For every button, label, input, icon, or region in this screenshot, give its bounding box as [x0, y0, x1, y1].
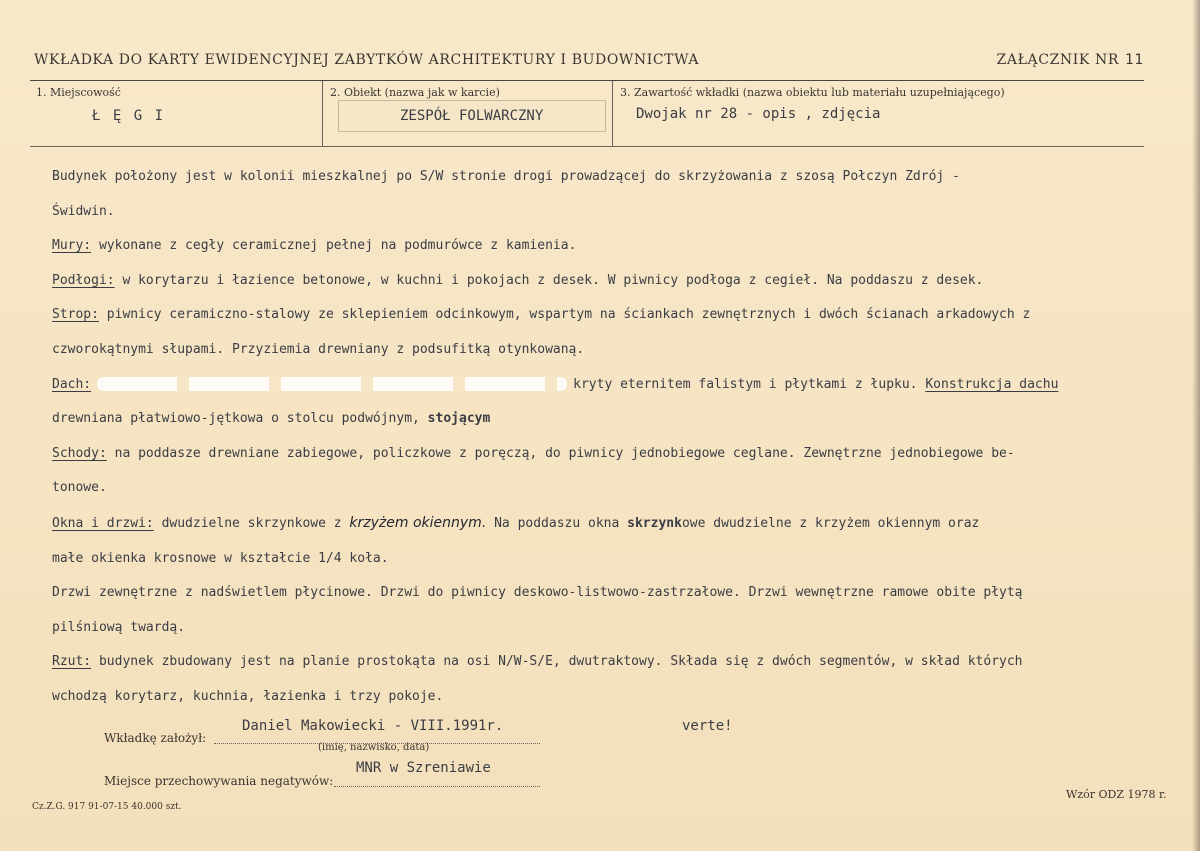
section-label-plan: Rzut: — [52, 654, 92, 670]
template-note: Wzór ODZ 1978 r. — [1066, 788, 1167, 801]
fields-rule — [30, 146, 1144, 147]
verte-note: verte! — [682, 718, 733, 734]
text-line-windows: Okna i drzwi: dwudzielne skrzynkowe z krzyżem okiennym. Na poddaszu okna skrzynkowe dwudzielne z krzyżem okiennym oraz — [52, 514, 980, 531]
text-line-ceiling: Strop: piwnicy ceramiczno-stalowy ze sklepieniem odcinkowym, wspartym na ściankach zewnętrznych i dwóch ścianach arkadowych z — [52, 307, 1031, 323]
field-label-locality: 1. Miejscowość — [36, 86, 121, 99]
text-line: czworokątnymi słupami. Przyziemia drewniany z podsufitką otynkowaną. — [52, 341, 585, 357]
author-caption: (imię, nazwisko, data) — [318, 742, 430, 753]
print-note: Cz.Z.G. 917 91-07-15 40.000 szt. — [32, 802, 182, 812]
section-label-floors: Podłogi: — [52, 272, 115, 288]
section-label-ceiling: Strop: — [52, 307, 99, 323]
field-value-content: Dwojak nr 28 - opis , zdjęcia — [636, 106, 881, 122]
field-divider — [322, 81, 323, 146]
text-line: Budynek położony jest w kolonii mieszkalnej po S/W stronie drogi prowadzącej do skrzyżowania z szosą Połczyn Zdrój - — [52, 169, 960, 184]
negatives-value: MNR w Szreniawie — [356, 760, 491, 776]
negatives-dotted-line — [334, 786, 540, 787]
text-line: Świdwin. — [52, 203, 115, 219]
section-label-stairs: Schody: — [52, 445, 107, 461]
handwritten-note: skrzynk — [619, 515, 682, 531]
handwritten-note: krzyżem okiennym. — [349, 514, 487, 531]
description-text — [52, 160, 1172, 715]
section-label-roof: Dach: — [52, 376, 92, 392]
attachment-label: ZAŁĄCZNIK NR — [996, 52, 1119, 68]
section-label-roof-construction: Konstrukcja dachu — [925, 376, 1059, 392]
section-label-windows-doors: Okna i drzwi: — [52, 515, 154, 531]
form-title: WKŁADKA DO KARTY EWIDENCYJNEJ ZABYTKÓW ARCHITEKTURY I BUDOWNICTWA — [34, 52, 700, 68]
text-line-plan: Rzut: budynek zbudowany jest na planie prostokąta na osi N/W-S/E, dwutraktowy. Składa się z dwóch segmentów, w skład których — [52, 654, 1023, 670]
text-line: drewniana płatwiowo-jętkowa o stolcu podwójnym, stojącym — [52, 411, 491, 427]
redaction-mark — [97, 377, 567, 391]
field-value-locality: Ł Ę G I — [92, 108, 166, 124]
field-label-content: 3. Zawartość wkładki (nazwa obiektu lub materiału uzupełniającego) — [620, 86, 1005, 99]
scan-edge-shadow — [1192, 0, 1200, 851]
text-line: wchodzą korytarz, kuchnia, łazienka i trzy pokoje. — [52, 688, 444, 704]
attachment-number-value: 11 — [1124, 52, 1144, 68]
section-label-walls: Mury: — [52, 238, 92, 254]
negatives-label: Miejsce przechowywania negatywów: — [104, 774, 334, 788]
field-value-object: ZESPÓŁ FOLWARCZNY — [400, 108, 544, 124]
text-line-walls: Mury: wykonane z cegły ceramicznej pełnej na podmurówce z kamienia. — [52, 238, 577, 254]
header-rule — [30, 80, 1144, 81]
author-value: Daniel Makowiecki - VIII.1991r. — [242, 718, 504, 734]
text-line: tonowe. — [52, 480, 107, 496]
field-divider — [612, 81, 613, 146]
text-line: pilśniową twardą. — [52, 619, 186, 635]
author-label: Wkładkę założył: — [104, 731, 207, 745]
field-label-object: 2. Obiekt (nazwa jak w karcie) — [330, 86, 500, 99]
text-line-floors: Podłogi: w korytarzu i łazience betonowe, w kuchni i pokojach z desek. W piwnicy podłoga z cegieł. Na poddaszu z desek. — [52, 272, 984, 288]
text-line-roof: Dach: kryty eternitem falistym i płytkami z łupku. Konstrukcja dachu — [52, 376, 1059, 392]
text-line-stairs: Schody: na poddasze drewniane zabiegowe, policzkowe z poręczą, do piwnicy jednobiegowe ceglane. Zewnętrzne jednobiegowe be- — [52, 445, 1015, 461]
attachment-number — [997, 52, 1144, 68]
text-line: małe okienka krosnowe w kształcie 1/4 koła. — [52, 550, 389, 566]
text-line: Drzwi zewnętrzne z nadświetlem płycinowe. Drzwi do piwnicy deskowo-listwowo-zastrzałowe. Drzwi wewnętrzne ramowe obite płytą — [52, 585, 1023, 601]
